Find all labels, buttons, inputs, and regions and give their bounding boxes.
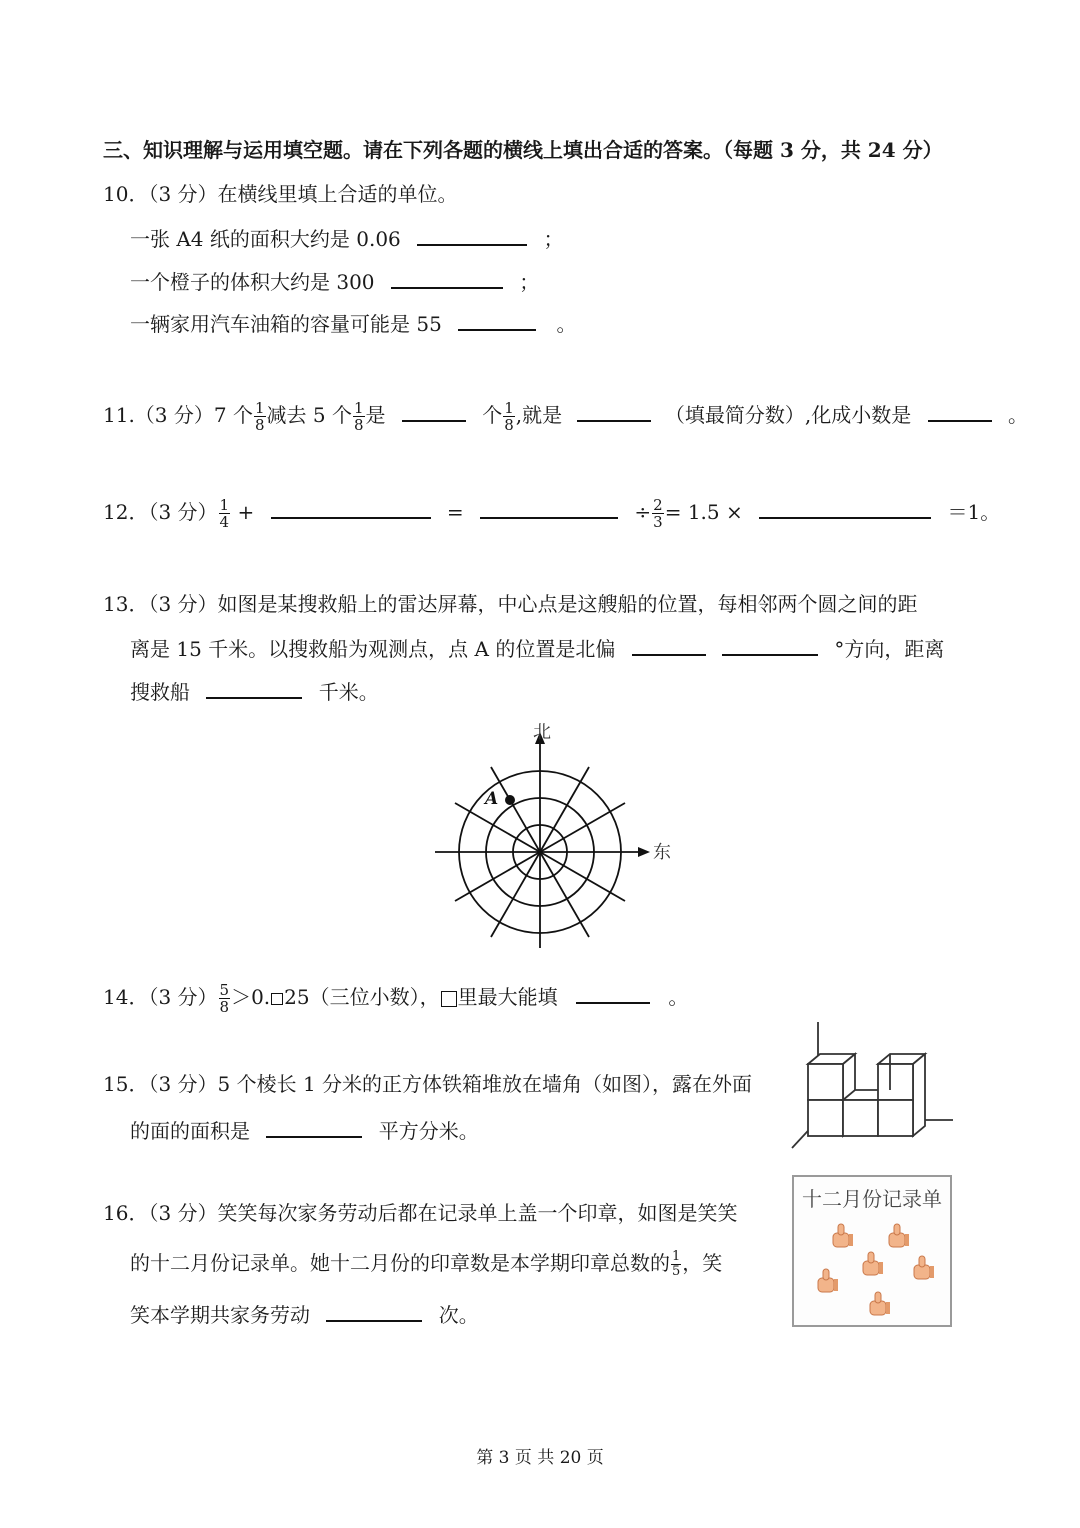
q11-blank2[interactable] (577, 400, 651, 422)
q15-line2 (130, 1116, 479, 1143)
thumbs-up-stamp-icon (870, 1292, 890, 1315)
q11-fraction-1: $\frac{1}{8}$ (254, 399, 265, 434)
q16-line1: 16．（3 分）笑笑每次家务劳动后都在记录单上盖一个印章，如图是笑笑 (103, 1201, 738, 1225)
q13-blank-distance[interactable] (206, 677, 302, 699)
q12-blank1[interactable] (271, 497, 431, 519)
north-label: 北 (533, 722, 551, 743)
q10-line2-end: ； (519, 270, 540, 294)
q12-blank2[interactable] (480, 497, 618, 519)
q10-line3-end: 。 (556, 312, 577, 336)
q12-mid: = 1.5 × (664, 500, 743, 524)
q10-blank2[interactable] (391, 267, 503, 289)
east-arrow-icon (638, 847, 650, 857)
cube-front (878, 1064, 913, 1100)
q14-after-box2: 里最大能填 (457, 985, 558, 1009)
section-header: 三、知识理解与运用填空题。请在下列各题的横线上填出合适的答案。（每题 3 分，共 24 分） (103, 138, 943, 162)
cube-front (808, 1064, 843, 1100)
cube-front (843, 1100, 878, 1136)
q12-fraction-2: $\frac{2}{3}$ (653, 496, 663, 531)
q10-line2 (130, 267, 539, 294)
q15-line2-b: 平方分米。 (378, 1119, 479, 1143)
cube-side (913, 1054, 925, 1136)
q12-div: ÷ (634, 500, 652, 524)
q12-end: ＝1。 (947, 500, 1001, 524)
q11-fraction-2: $\frac{1}{8}$ (353, 399, 364, 434)
q16-line2-a: 的十二月份记录单。她十二月份的印章数是本学期印章总数的 (130, 1251, 670, 1275)
q10-title: 10．（3 分）在横线里填上合适的单位。 (103, 182, 458, 206)
q13-line2-a: 离是 15 千米。以搜救船为观测点，点 A 的位置是北偏 (130, 637, 616, 661)
thumbs-up-stamp-icon (818, 1269, 838, 1292)
thumbs-up-stamp-icon (889, 1224, 909, 1247)
q13-line3 (130, 677, 379, 704)
square-box-icon (271, 993, 283, 1005)
q14-gt: ＞0. (231, 985, 271, 1009)
q10-line1-text: 一张 A4 纸的面积大约是 0.06 (130, 227, 401, 251)
q13-line3-b: 千米。 (318, 680, 379, 704)
q11-prefix: 11.（3 分）7 个 (103, 403, 253, 427)
q12-fraction-1: $\frac{1}{4}$ (219, 496, 230, 531)
q11-line (103, 400, 1028, 433)
q13-line2-b: °方向，距离 (834, 637, 945, 661)
q11-end: 。 (1007, 403, 1028, 427)
q14-end: 。 (668, 985, 689, 1009)
east-label: 东 (653, 842, 671, 863)
q15-blank[interactable] (266, 1116, 362, 1138)
point-a-marker (505, 795, 515, 805)
q10-line1-end: ； (543, 227, 564, 251)
q12-blank3[interactable] (759, 497, 931, 519)
q13-blank-angle[interactable] (722, 634, 818, 656)
stamps-area (794, 1177, 950, 1325)
q16-line3-b: 次。 (438, 1303, 479, 1327)
q14-blank[interactable] (576, 982, 650, 1004)
q16-fraction: $\frac{1}{5}$ (672, 1249, 681, 1279)
q13-line2 (130, 634, 944, 661)
q12-line (103, 497, 1000, 530)
q11-text-b: 是 (365, 403, 386, 427)
q12-prefix: 12．（3 分） (103, 500, 218, 524)
q14-prefix: 14．（3 分） (103, 985, 218, 1009)
q10-line2-text: 一个橙子的体积大约是 300 (130, 270, 375, 294)
square-box-icon (441, 991, 457, 1007)
q15-line2-a: 的面的面积是 (130, 1119, 250, 1143)
thumbs-up-stamp-icon (863, 1252, 883, 1275)
thumbs-up-stamp-icon (833, 1224, 853, 1247)
q12-plus: + (237, 500, 255, 524)
q16-line3-a: 笑本学期共家务劳动 (130, 1303, 310, 1327)
thumbs-up-stamp-icon (914, 1256, 934, 1279)
cube-front (808, 1100, 843, 1136)
q10-line3-text: 一辆家用汽车油箱的容量可能是 55 (130, 312, 442, 336)
record-sheet (792, 1175, 952, 1327)
q10-blank3[interactable] (458, 309, 536, 331)
q14-fraction: $\frac{5}{8}$ (219, 981, 230, 1016)
q11-fraction-3: $\frac{1}{8}$ (504, 399, 514, 434)
q16-line2-b: ，笑 (682, 1251, 723, 1275)
q13-blank-direction[interactable] (632, 634, 706, 656)
q11-blank3[interactable] (928, 400, 992, 422)
cube-front (878, 1100, 913, 1136)
q16-line2 (130, 1250, 722, 1279)
q13-line3-a: 搜救船 (130, 680, 190, 704)
page-footer: 第 3 页 共 20 页 (476, 1448, 604, 1468)
q14-line (103, 982, 688, 1015)
q10-blank1[interactable] (417, 224, 527, 246)
q16-line3 (130, 1300, 479, 1327)
point-a-label: A (485, 789, 499, 809)
q11-text-a: 减去 5 个 (266, 403, 352, 427)
record-sheet-title: 十二月份记录单 (802, 1187, 942, 1211)
q15-line1: 15．（3 分）5 个棱长 1 分米的正方体铁箱堆放在墙角（如图），露在外面 (103, 1072, 753, 1096)
cubes-diagram (788, 1022, 960, 1152)
q11-text-e: （填最简分数）,化成小数是 (664, 403, 912, 427)
radar-diagram (425, 718, 685, 953)
q12-eq: = (446, 500, 464, 524)
q10-line1 (130, 224, 564, 251)
q14-after-box: 25（三位小数）， (284, 985, 440, 1009)
q11-text-c: 个 (482, 403, 503, 427)
q10-line3 (130, 309, 577, 336)
q11-text-d: ,就是 (515, 403, 563, 427)
q11-blank1[interactable] (402, 400, 466, 422)
q13-line1: 13．（3 分）如图是某搜救船上的雷达屏幕，中心点是这艘船的位置，每相邻两个圆之间的距 (103, 592, 918, 616)
q16-blank[interactable] (326, 1300, 422, 1322)
